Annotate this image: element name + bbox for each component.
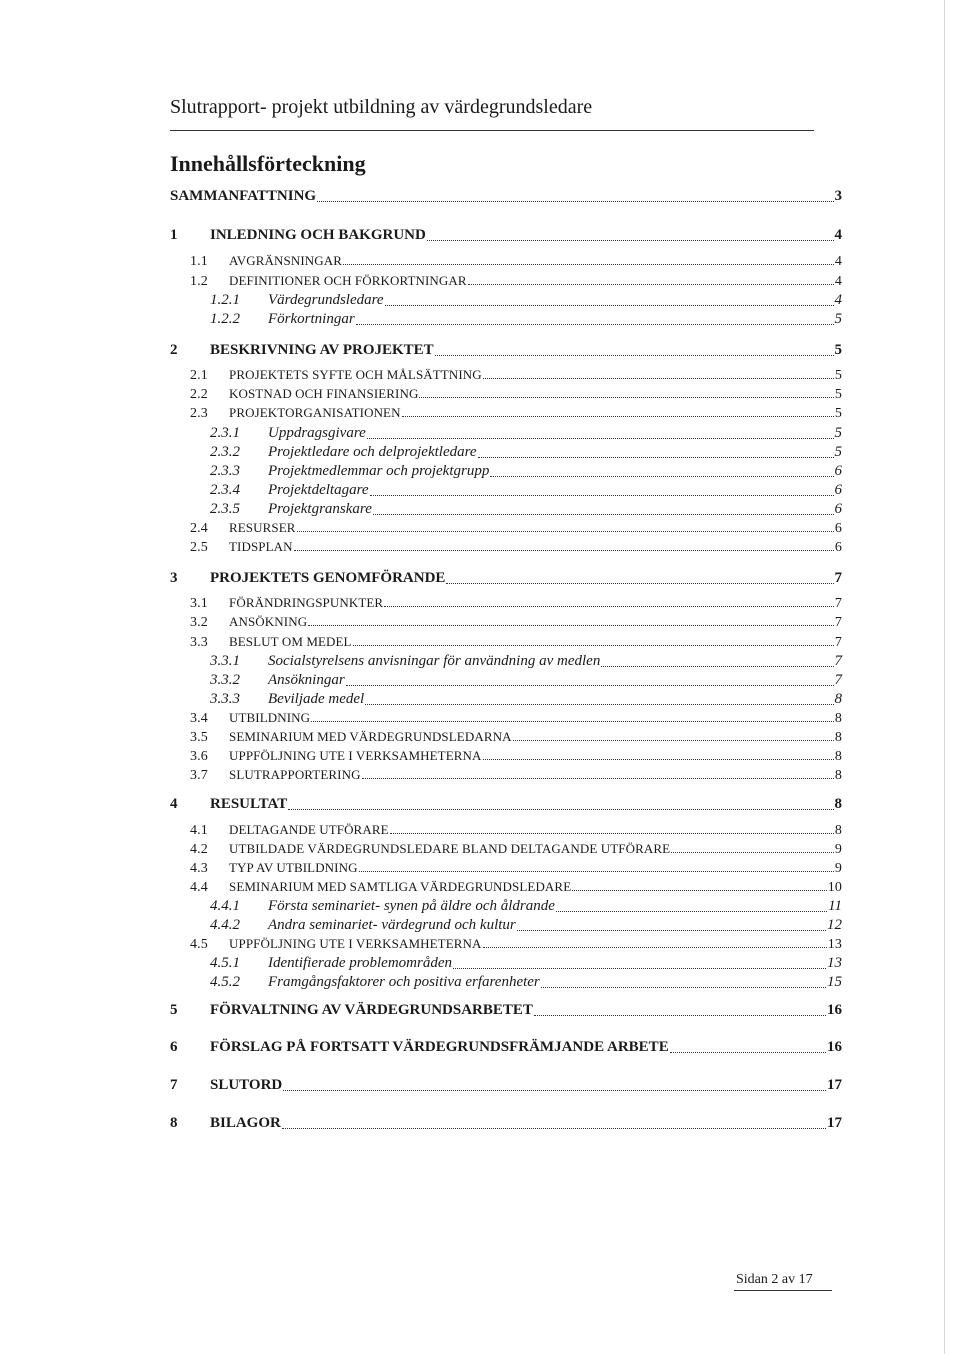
toc-dot-leader (356, 310, 834, 329)
toc-entry-page: 6 (834, 463, 842, 479)
toc-entry-number: 1 (170, 227, 178, 243)
toc-entry-title: SLUTRAPPORTERING (229, 767, 361, 782)
toc-entry-title: KOSTNAD OCH FINANSIERING (229, 386, 419, 401)
toc-entry-title: SLUTORD (210, 1077, 283, 1093)
toc-dot-leader (365, 690, 833, 709)
toc-heading: Innehållsförteckning (170, 151, 366, 176)
toc-entry-title: Socialstyrelsens anvisningar för användning av medlen (268, 653, 601, 669)
toc-dot-leader (601, 652, 833, 671)
toc-entry-page: 4 (834, 254, 842, 269)
toc-dot-leader (483, 366, 834, 383)
toc-entry-page: 4 (834, 274, 842, 289)
toc-entry[interactable] (170, 794, 842, 814)
toc-dot-leader (446, 568, 833, 588)
toc-entry[interactable] (210, 500, 842, 519)
toc-entry[interactable] (190, 613, 842, 630)
toc-entry-number: 1.2.1 (210, 292, 240, 308)
toc-dot-leader (419, 385, 833, 402)
toc-entry-number: 3.7 (190, 768, 208, 783)
toc-entry[interactable] (210, 424, 842, 443)
toc-entry[interactable] (170, 225, 842, 245)
toc-dot-leader (671, 840, 834, 857)
toc-dot-leader (317, 186, 833, 206)
toc-entry-number: 3.3.1 (210, 653, 240, 669)
toc-entry-number: 4.2 (190, 842, 208, 857)
toc-entry-title: FÖRÄNDRINGSPUNKTER (229, 595, 384, 610)
toc-entry-number: 1.2.2 (210, 311, 240, 327)
toc-entry-page: 5 (834, 444, 842, 460)
toc-entry[interactable] (190, 538, 842, 555)
toc-dot-leader (534, 1000, 826, 1020)
toc-entry[interactable] (190, 728, 842, 745)
toc-entry-title: Uppdragsgivare (268, 425, 366, 441)
toc-dot-leader (468, 272, 834, 289)
toc-entry[interactable] (170, 1113, 842, 1133)
toc-entry-number: 4.5.1 (210, 955, 240, 971)
toc-entry-page: 10 (827, 880, 842, 895)
toc-entry-title: Framgångsfaktorer och positiva erfarenheter (268, 974, 540, 990)
toc-entry-number: 4.4.1 (210, 898, 240, 914)
toc-entry-number: 4.4 (190, 880, 208, 895)
toc-entry-title: AVGRÄNSNINGAR (229, 253, 343, 268)
toc-dot-leader (343, 252, 834, 269)
toc-dot-leader (311, 709, 834, 726)
toc-entry-title: Projektmedlemmar och projektgrupp (268, 463, 490, 479)
toc-entry-number: 3.2 (190, 615, 208, 630)
toc-entry-page: 17 (827, 1115, 842, 1131)
toc-entry-title: Projektledare och delprojektledare (268, 444, 477, 460)
toc-entry-title: Förkortningar (268, 311, 355, 327)
toc-entry-title: FÖRVALTNING AV VÄRDEGRUNDSARBETET (210, 1002, 533, 1018)
toc-entry-title: BILAGOR (210, 1115, 281, 1131)
toc-entry[interactable] (210, 973, 842, 992)
toc-entry[interactable] (210, 897, 842, 916)
toc-dot-leader (294, 538, 834, 555)
toc-dot-leader (282, 1113, 826, 1133)
toc-entry-number: 2.3.2 (210, 444, 240, 460)
toc-entry-title: DEFINITIONER OCH FÖRKORTNINGAR (229, 273, 467, 288)
toc-entry-number: 4.5.2 (210, 974, 240, 990)
toc-dot-leader (490, 462, 833, 481)
toc-entry[interactable] (170, 568, 842, 588)
toc-entry-number: 2.2 (190, 387, 208, 402)
toc-entry-page: 3 (834, 188, 842, 204)
toc-entry[interactable] (190, 272, 842, 289)
toc-dot-leader (517, 916, 826, 935)
toc-entry-title: Beviljade medel (268, 691, 365, 707)
toc-entry[interactable] (190, 840, 842, 857)
toc-dot-leader (390, 821, 834, 838)
toc-dot-leader (402, 404, 834, 421)
toc-entry-title: FÖRSLAG PÅ FORTSATT VÄRDEGRUNDSFRÄMJANDE ARBETE (210, 1039, 669, 1055)
toc-entry-number: 2.3 (190, 406, 208, 421)
toc-entry-title: PROJEKTETS SYFTE OCH MÅLSÄTTNING (229, 367, 482, 382)
toc-dot-leader (670, 1037, 826, 1057)
toc-entry-page: 7 (834, 615, 842, 630)
toc-entry-number: 3.5 (190, 730, 208, 745)
toc-entry[interactable] (170, 1000, 842, 1020)
toc-entry-number: 4.3 (190, 861, 208, 876)
toc-entry-page: 9 (834, 842, 842, 857)
toc-dot-leader (373, 500, 834, 519)
toc-entry[interactable] (210, 310, 842, 329)
toc-entry-title: Identifierade problemområden (268, 955, 452, 971)
toc-entry-number: 2.1 (190, 368, 208, 383)
toc-entry-page: 5 (834, 425, 842, 441)
toc-entry-page: 7 (834, 596, 842, 611)
toc-entry-title: Ansökningar (268, 672, 345, 688)
toc-dot-leader (385, 291, 834, 310)
toc-dot-leader (288, 794, 833, 814)
toc-entry-page: 11 (828, 898, 842, 914)
toc-entry-number: 2 (170, 342, 178, 358)
toc-entry-title: UPPFÖLJNING UTE I VERKSAMHETERNA (229, 748, 482, 763)
toc-entry[interactable] (190, 766, 842, 783)
toc-entry-page: 16 (827, 1002, 842, 1018)
toc-entry-page: 8 (834, 823, 842, 838)
toc-entry[interactable] (210, 690, 842, 709)
toc-entry-page: 5 (834, 387, 842, 402)
toc-entry-number: 4.1 (190, 823, 208, 838)
toc-dot-leader (483, 747, 834, 764)
toc-entry-page: 5 (834, 406, 842, 421)
toc-entry-page: 13 (827, 937, 842, 952)
toc-dot-leader (483, 935, 827, 952)
toc-entry-number: 2.3.3 (210, 463, 240, 479)
toc-entry-page: 6 (834, 482, 842, 498)
toc-entry-title: PROJEKTETS GENOMFÖRANDE (210, 570, 446, 586)
toc-entry-page: 4 (834, 292, 842, 308)
toc-dot-leader (513, 728, 834, 745)
toc-entry-page: 6 (834, 501, 842, 517)
toc-entry-page: 6 (834, 521, 842, 536)
toc-entry-title: Värdegrundsledare (268, 292, 384, 308)
toc-entry-number: 2.3.5 (210, 501, 240, 517)
toc-dot-leader (283, 1075, 826, 1095)
toc-dot-leader (346, 671, 834, 690)
toc-entry-title: Andra seminariet- värdegrund och kultur (268, 917, 516, 933)
toc-dot-leader (453, 954, 826, 973)
page-number: Sidan 2 av 17 (736, 1272, 813, 1287)
toc-entry-title: INLEDNING OCH BAKGRUND (210, 227, 426, 243)
toc-dot-leader (478, 443, 834, 462)
toc-dot-leader (427, 225, 834, 245)
toc-entry-number: 3.4 (190, 711, 208, 726)
toc-entry[interactable] (190, 821, 842, 838)
toc-entry[interactable] (190, 519, 842, 536)
toc-entry-number: 3.3 (190, 635, 208, 650)
toc-dot-leader (362, 766, 834, 783)
toc-entry[interactable] (190, 366, 842, 383)
toc-entry-number: 2.4 (190, 521, 208, 536)
toc-entry[interactable] (190, 878, 842, 895)
toc-entry-title: PROJEKTORGANISATIONEN (229, 405, 401, 420)
toc-dot-leader (367, 424, 834, 443)
toc-entry-page: 5 (834, 311, 842, 327)
toc-entry-number: 6 (170, 1039, 178, 1055)
toc-entry-page: 13 (827, 955, 842, 971)
toc-entry[interactable] (170, 186, 842, 206)
toc-entry[interactable] (190, 747, 842, 764)
toc-entry-page: 8 (834, 749, 842, 764)
toc-dot-leader (384, 594, 834, 611)
toc-entry[interactable] (190, 252, 842, 269)
toc-dot-leader (572, 878, 827, 895)
toc-entry[interactable] (210, 443, 842, 462)
toc-entry[interactable] (170, 340, 842, 360)
toc-entry-title: RESURSER (229, 520, 296, 535)
toc-entry-title: RESULTAT (210, 796, 288, 812)
toc-entry-title: SEMINARIUM MED VÄRDEGRUNDSLEDARNA (229, 729, 512, 744)
toc-entry[interactable] (210, 291, 842, 310)
toc-dot-leader (359, 859, 834, 876)
toc-entry-page: 8 (834, 730, 842, 745)
toc-entry-page: 6 (834, 540, 842, 555)
toc-entry-page: 7 (834, 635, 842, 650)
toc-entry-number: 3.3.2 (210, 672, 240, 688)
toc-entry-page: 7 (834, 570, 842, 586)
toc-entry[interactable] (210, 462, 842, 481)
toc-entry[interactable] (210, 671, 842, 690)
toc-entry[interactable] (210, 916, 842, 935)
document-header-title: Slutrapport- projekt utbildning av värdegrundsledare (170, 96, 593, 118)
toc-entry[interactable] (190, 633, 842, 650)
toc-entry-title: ANSÖKNING (229, 614, 308, 629)
toc-entry[interactable] (190, 404, 842, 421)
toc-entry-title: Första seminariet- synen på äldre och åldrande (268, 898, 555, 914)
toc-entry-number: 8 (170, 1115, 178, 1131)
toc-entry-number: 4 (170, 796, 178, 812)
toc-entry[interactable] (170, 1075, 842, 1095)
toc-entry-title: TYP AV UTBILDNING (229, 860, 358, 875)
toc-entry-page: 16 (827, 1039, 842, 1055)
toc-entry-page: 9 (834, 861, 842, 876)
toc-entry[interactable] (190, 935, 842, 952)
toc-entry-number: 3.6 (190, 749, 208, 764)
toc-entry-page: 8 (834, 796, 842, 812)
toc-entry[interactable] (190, 594, 842, 611)
toc-entry-page: 15 (827, 974, 842, 990)
toc-dot-leader (297, 519, 834, 536)
footer-underline (734, 1290, 832, 1291)
toc-entry-number: 3 (170, 570, 178, 586)
toc-entry-title: Projektgranskare (268, 501, 372, 517)
toc-entry-page: 8 (834, 711, 842, 726)
toc-entry-number: 4.5 (190, 937, 208, 952)
toc-entry-number: 1.2 (190, 274, 208, 289)
toc-entry-page: 7 (834, 653, 842, 669)
toc-entry-title: UTBILDADE VÄRDEGRUNDSLEDARE BLAND DELTAGANDE UTFÖRARE (229, 841, 671, 856)
toc-entry-title: UTBILDNING (229, 710, 311, 725)
toc-entry-number: 2.5 (190, 540, 208, 555)
toc-entry-number: 3.1 (190, 596, 208, 611)
toc-entry[interactable] (170, 1037, 842, 1057)
toc-entry-title: Projektdeltagare (268, 482, 369, 498)
toc-entry-number: 3.3.3 (210, 691, 240, 707)
toc-entry[interactable] (190, 385, 842, 402)
toc-entry-title: BESLUT OM MEDEL (229, 634, 352, 649)
toc-entry-title: SEMINARIUM MED SAMTLIGA VÄRDEGRUNDSLEDARE (229, 879, 572, 894)
toc-dot-leader (556, 897, 827, 916)
toc-entry[interactable] (210, 954, 842, 973)
toc-entry-number: 5 (170, 1002, 178, 1018)
toc-entry-page: 5 (834, 368, 842, 383)
toc-entry-title: DELTAGANDE UTFÖRARE (229, 822, 389, 837)
toc-entry-title: TIDSPLAN (229, 539, 293, 554)
toc-entry-page: 4 (834, 227, 842, 243)
toc-entry-page: 8 (834, 768, 842, 783)
toc-dot-leader (435, 340, 834, 360)
toc-dot-leader (370, 481, 834, 500)
toc-entry-page: 17 (827, 1077, 842, 1093)
toc-entry[interactable] (190, 709, 842, 726)
toc-entry-title: SAMMANFATTNING (170, 188, 317, 204)
toc-entry-title: UPPFÖLJNING UTE I VERKSAMHETERNA (229, 936, 482, 951)
toc-dot-leader (541, 973, 826, 992)
toc-entry[interactable] (210, 481, 842, 500)
toc-entry-page: 7 (834, 672, 842, 688)
toc-dot-leader (353, 633, 834, 650)
toc-entry-number: 4.4.2 (210, 917, 240, 933)
toc-entry-page: 5 (834, 342, 842, 358)
toc-entry-page: 8 (834, 691, 842, 707)
toc-entry-number: 7 (170, 1077, 178, 1093)
toc-entry-number: 2.3.4 (210, 482, 240, 498)
toc-entry-number: 1.1 (190, 254, 208, 269)
toc-entry[interactable] (210, 652, 842, 671)
toc-dot-leader (308, 613, 834, 630)
toc-entry[interactable] (190, 859, 842, 876)
toc-entry-title: BESKRIVNING AV PROJEKTET (210, 342, 434, 358)
toc-entry-number: 2.3.1 (210, 425, 240, 441)
toc-entry-page: 12 (827, 917, 842, 933)
